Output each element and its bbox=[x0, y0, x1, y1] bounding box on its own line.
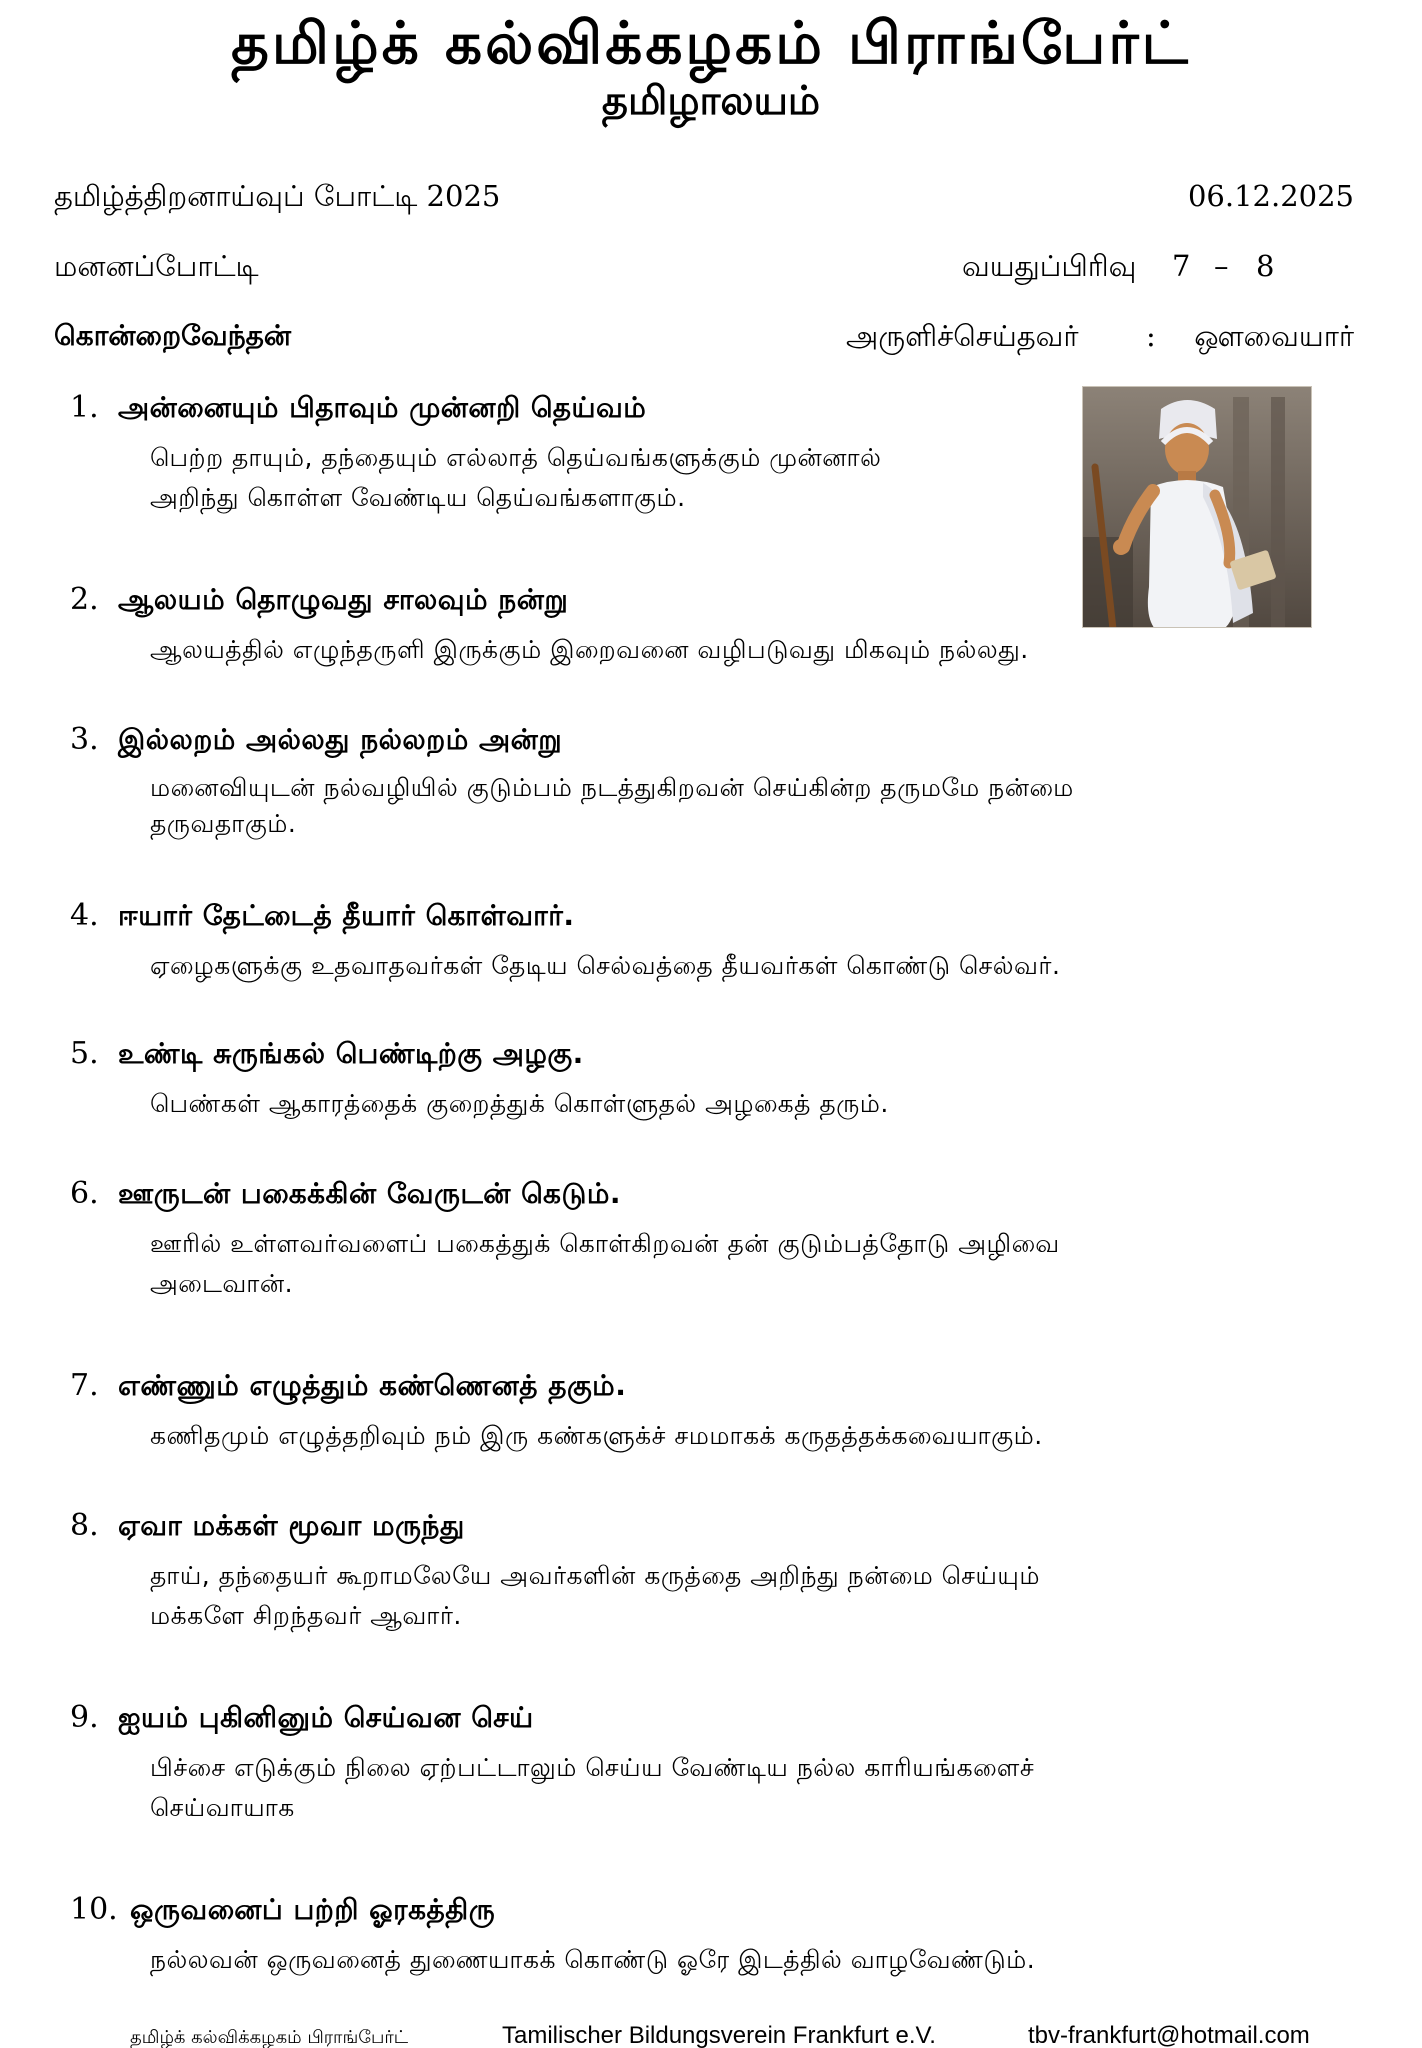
verse-meaning bbox=[150, 770, 1370, 842]
verse-item bbox=[70, 718, 1370, 842]
verse-item bbox=[70, 1696, 1370, 1828]
age-to: 8 bbox=[1256, 249, 1275, 283]
verse-number: 8. bbox=[70, 1508, 99, 1543]
verse-number: 7. bbox=[70, 1368, 99, 1403]
age-from: 7 bbox=[1172, 249, 1191, 283]
verse-number: 4. bbox=[70, 898, 99, 933]
verse-item bbox=[70, 578, 1370, 670]
verse-number: 3. bbox=[70, 722, 99, 757]
verse-number: 10. bbox=[70, 1892, 118, 1927]
verse-meaning bbox=[150, 946, 1370, 986]
author-colon: : bbox=[1146, 319, 1156, 353]
verse-meaning bbox=[150, 630, 1370, 670]
school-subtitle: தமிழாலயம் bbox=[601, 78, 821, 124]
meaning-line: ஊரில் உள்ளவர்வளைப் பகைத்துக் கொள்கிறவன் தன் குடும்பத்தோடு அழிவை bbox=[150, 1229, 1060, 1258]
meaning-line: நல்லவன் ஒருவனைத் துணையாகக் கொண்டு ஓரே இடத்தில் வாழவேண்டும். bbox=[150, 1945, 1036, 1974]
footer-tamil-name: தமிழ்க் கல்விக்கழகம் பிராங்பேர்ட் bbox=[130, 2027, 409, 2048]
school-name-title: தமிழ்க் கல்விக்கழகம் பிராங்பேர்ட் bbox=[231, 9, 1191, 77]
document-header bbox=[0, 6, 1422, 126]
verse-item bbox=[70, 894, 1370, 986]
meaning-line: மனைவியுடன் நல்வழியில் குடும்பம் நடத்துகிறவன் செய்கின்ற தருமமே நன்மை bbox=[150, 773, 1074, 802]
verse-number: 5. bbox=[70, 1036, 99, 1071]
verse-number: 6. bbox=[70, 1176, 99, 1211]
verse-number: 2. bbox=[70, 582, 99, 617]
footer-email-link[interactable]: tbv-frankfurt@hotmail.com bbox=[1028, 2022, 1310, 2048]
meaning-line: ஏழைகளுக்கு உதவாதவர்கள் தேடிய செல்வத்தை தீயவர்கள் கொண்டு செல்வர். bbox=[150, 951, 1061, 980]
footer-german-name: Tamilischer Bildungsverein Frankfurt e.V. bbox=[502, 2022, 936, 2048]
verse-meaning bbox=[150, 1084, 1370, 1124]
verse-text: எண்ணும் எழுத்தும் கண்ணெனத் தகும். bbox=[118, 1369, 627, 1402]
verse-text: இல்லறம் அல்லது நல்லறம் அன்று bbox=[118, 723, 563, 756]
verse-meaning bbox=[150, 1416, 1370, 1456]
meaning-line: பிச்சை எடுக்கும் நிலை ஏற்பட்டாலும் செய்ய வேண்டிய நல்ல காரியங்களைச் bbox=[150, 1753, 1035, 1782]
meaning-line: அடைவான். bbox=[150, 1269, 294, 1298]
verse-number: 1. bbox=[70, 390, 99, 425]
verse-meaning bbox=[150, 1556, 1370, 1636]
verse-text: உண்டி சுருங்கல் பெண்டிற்கு அழகு. bbox=[118, 1037, 584, 1070]
verse-text: ஐயம் புகினினும் செய்வன செய் bbox=[118, 1701, 534, 1734]
verse-meaning bbox=[150, 1940, 1370, 1980]
verse-text: ஏவா மக்கள் மூவா மருந்து bbox=[118, 1509, 465, 1542]
verse-item bbox=[70, 1032, 1370, 1124]
meaning-line: ஆலயத்தில் எழுந்தருளி இருக்கும் இறைவனை வழிபடுவது மிகவும் நல்லது. bbox=[150, 635, 1029, 664]
verse-item bbox=[70, 1364, 1370, 1456]
meaning-line: பெற்ற தாயும், தந்தையும் எல்லாத் தெய்வங்களுக்கும் முன்னால் bbox=[150, 443, 882, 472]
meaning-line: தாய், தந்தையர் கூறாமலேயே அவர்களின் கருத்தை அறிந்து நன்மை செய்யும் bbox=[150, 1561, 1040, 1590]
verse-item bbox=[70, 386, 1370, 518]
meaning-line: செய்வாயாக bbox=[150, 1793, 295, 1822]
verse-item bbox=[70, 1172, 1370, 1304]
meaning-line: தருவதாகும். bbox=[150, 809, 297, 838]
verse-meaning bbox=[150, 1748, 1370, 1828]
competition-row bbox=[54, 176, 1354, 216]
meaning-line: கணிதமும் எழுத்தறிவும் நம் இரு கண்களுக்ச் சமமாகக் கருதத்தக்கவையாகும். bbox=[150, 1421, 1043, 1450]
verse-meaning bbox=[150, 1224, 1370, 1304]
verse-meaning bbox=[150, 438, 1370, 518]
work-row bbox=[54, 316, 1354, 356]
verse-text: ஒருவனைப் பற்றி ஓரகத்திரு bbox=[130, 1893, 496, 1926]
meaning-line: பெண்கள் ஆகாரத்தைக் குறைத்துக் கொள்ளுதல் அழகைத் தரும். bbox=[150, 1089, 889, 1118]
verse-text: ஈயார் தேட்டைத் தீயார் கொள்வார். bbox=[118, 899, 575, 932]
age-dash: – bbox=[1214, 249, 1229, 283]
verse-text: ஊருடன் பகைக்கின் வேருடன் கெடும். bbox=[118, 1177, 622, 1210]
work-title: கொன்றைவேந்தன் bbox=[54, 319, 292, 352]
verse-item bbox=[70, 1504, 1370, 1636]
competition-date: 06.12.2025 bbox=[1187, 179, 1354, 213]
verse-number: 9. bbox=[70, 1700, 99, 1735]
page-footer bbox=[130, 2024, 1350, 2048]
author-name: ஔவையார் bbox=[1194, 319, 1354, 353]
competition-name: தமிழ்த்திறனாய்வுப் போட்டி 2025 bbox=[54, 179, 501, 213]
author-label: அருளிச்செய்தவர் bbox=[846, 319, 1079, 353]
age-group-label: வயதுப்பிரிவு bbox=[962, 249, 1137, 283]
verse-text: ஆலயம் தொழுவது சாலவும் நன்று bbox=[118, 583, 569, 616]
verse-text: அன்னையும் பிதாவும் முன்னறி தெய்வம் bbox=[118, 391, 647, 424]
meaning-line: அறிந்து கொள்ள வேண்டிய தெய்வங்களாகும். bbox=[150, 483, 686, 512]
verse-item bbox=[70, 1888, 1370, 1980]
category-name: மனனப்போட்டி bbox=[54, 249, 259, 283]
meaning-line: மக்களே சிறந்தவர் ஆவார். bbox=[150, 1601, 462, 1630]
category-row bbox=[54, 246, 1354, 286]
